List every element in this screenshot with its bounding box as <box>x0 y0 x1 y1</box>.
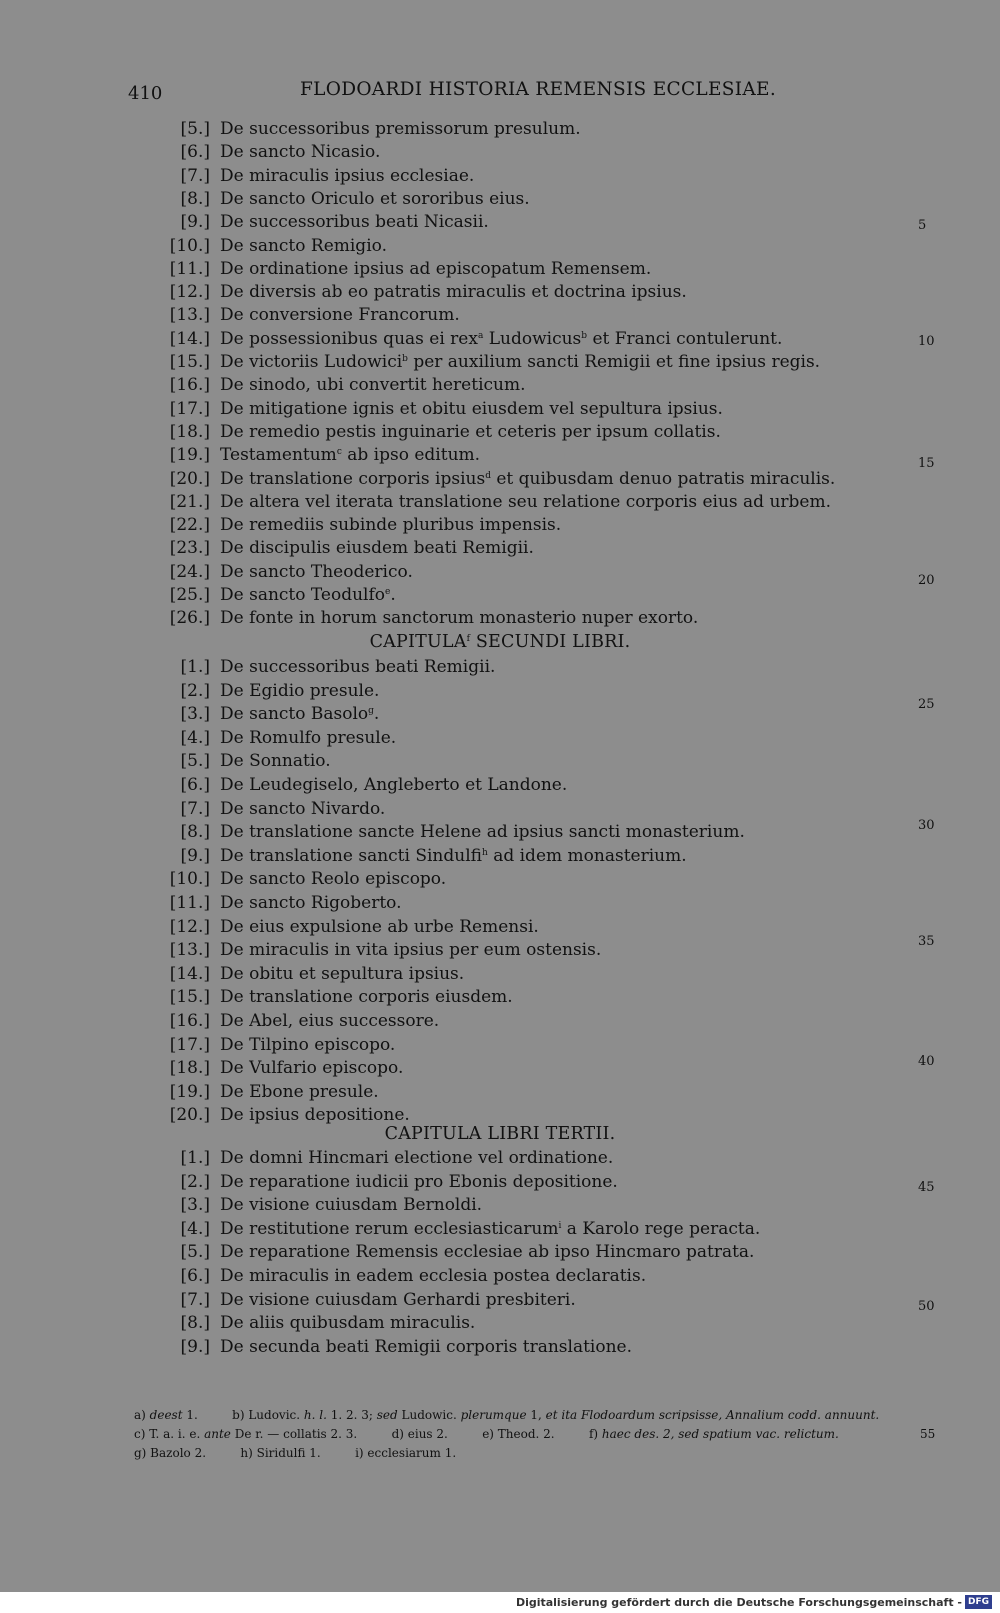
chapter-number: [8.] <box>180 1313 210 1334</box>
chapter-title <box>220 1011 439 1031</box>
chapter-title-text: De sancto Teodulfo <box>220 585 386 605</box>
chapter-title <box>220 1313 475 1333</box>
chapter-entry <box>0 399 1000 421</box>
chapter-number: [9.] <box>180 845 210 866</box>
chapter-title-text: De successoribus premissorum presulum. <box>220 119 581 139</box>
footnote-f-italic: haec des. 2, sed spatium vac. relictum. <box>601 1427 839 1441</box>
chapter-entry <box>0 987 1000 1009</box>
chapter-title-text: De fonte in horum sanctorum monasterio nuper exorto. <box>220 608 699 629</box>
chapter-entry <box>0 305 1000 327</box>
chapter-entry <box>0 212 1000 234</box>
chapter-title-text: De ipsius depositione. <box>220 1105 410 1126</box>
chapter-title <box>220 940 601 960</box>
chapter-entry <box>0 1337 1000 1359</box>
chapter-number: [8.] <box>180 188 210 209</box>
chapter-title <box>220 1242 754 1262</box>
chapter-number: [5.] <box>180 1242 210 1263</box>
chapter-entry <box>0 445 1000 467</box>
chapter-title-text: De sinodo, ubi convertit hereticum. <box>220 375 526 396</box>
chapter-title <box>220 917 539 937</box>
chapter-number: [10.] <box>169 869 210 890</box>
chapter-title-text: De discipulis eiusdem beati Remigii. <box>220 538 534 559</box>
chapter-number: [16.] <box>169 375 210 396</box>
running-title: FLODOARDI HISTORIA REMENSIS ECCLESIAE. <box>300 79 777 100</box>
chapter-entry <box>0 515 1000 537</box>
chapter-number: [9.] <box>180 212 210 233</box>
footnote-b: b) Ludovic. <box>232 1408 304 1422</box>
chapter-title <box>220 775 567 795</box>
chapter-title-text: De obitu et sepultura ipsius. <box>220 963 465 984</box>
footnote-marker: b <box>402 354 408 364</box>
chapter-title <box>220 681 379 701</box>
chapter-entry <box>0 492 1000 514</box>
footnote-marker: i <box>558 1220 562 1231</box>
chapter-title <box>220 822 745 842</box>
chapter-title <box>220 422 721 442</box>
chapter-number: [9.] <box>180 1336 210 1357</box>
chapter-title <box>220 469 835 489</box>
chapter-title <box>220 1082 379 1102</box>
chapter-number: [20.] <box>169 468 210 489</box>
chapter-title <box>220 846 687 866</box>
footnote-b-italic: h. l. <box>303 1408 327 1422</box>
chapter-entry <box>0 681 1000 703</box>
chapter-title-text: De translatione sancti Sindulfi <box>220 845 482 866</box>
line-number: 20 <box>918 573 935 588</box>
chapter-title <box>220 119 581 139</box>
chapter-number: [7.] <box>180 165 210 186</box>
chapter-entry <box>0 469 1000 491</box>
chapter-title <box>220 352 820 372</box>
chapter-entry <box>0 1082 1000 1104</box>
chapter-entry <box>0 940 1000 962</box>
footnote-f: f) <box>588 1427 602 1441</box>
chapter-title-text: De Abel, eius successore. <box>220 1011 440 1031</box>
footnote-line <box>134 1408 934 1427</box>
chapter-number: [15.] <box>169 987 210 1008</box>
footnote-c-rest: De r. — collatis 2. 3. <box>230 1427 358 1441</box>
chapter-number: [4.] <box>180 727 210 748</box>
chapter-title-text: De diversis ab eo patratis miraculis et doctrina ipsius. <box>220 282 687 303</box>
chapter-title-text: De ordinatione ipsius ad episcopatum Remensem. <box>220 258 652 279</box>
footnote-marker: a <box>477 330 484 341</box>
footnote-b-rest: 1. 2. 3; <box>326 1408 377 1422</box>
chapter-title-text: De Egidio presule. <box>220 680 380 701</box>
line-number: 5 <box>918 218 927 233</box>
chapter-title <box>220 1058 403 1078</box>
chapter-title-text: De sancto Rigoberto. <box>220 893 402 913</box>
chapter-title-text: De sancto Nicasio. <box>220 142 381 163</box>
chapter-number: [7.] <box>180 798 210 819</box>
footnote-marker: h <box>482 847 488 858</box>
chapter-title-text: a Karolo rege peracta. <box>561 1218 761 1239</box>
chapter-title-text: De successoribus beati Nicasii. <box>220 212 489 233</box>
chapter-title <box>220 585 396 605</box>
chapter-number: [10.] <box>169 235 210 256</box>
footnote-line <box>134 1446 934 1465</box>
footnote-marker: c <box>336 447 342 458</box>
chapter-number: [7.] <box>180 1289 210 1310</box>
chapter-entry <box>0 422 1000 444</box>
chapter-title-text: De miraculis in eadem ecclesia postea declaratis. <box>220 1266 647 1286</box>
chapter-entry <box>0 1242 1000 1264</box>
chapter-number: [23.] <box>169 538 210 559</box>
chapter-title-text: De Leudegiselo, Angleberto et Landone. <box>220 775 568 795</box>
chapter-number: [20.] <box>169 1105 210 1126</box>
chapter-entry <box>0 608 1000 630</box>
chapter-number: [26.] <box>169 608 210 629</box>
chapter-number: [17.] <box>169 398 210 419</box>
chapter-title <box>220 492 831 512</box>
chapter-entry <box>0 538 1000 560</box>
book2-heading-text2: SECUNDI LIBRI. <box>470 632 631 652</box>
chapter-number: [15.] <box>169 352 210 372</box>
chapter-title-text: Testamentum <box>220 445 337 466</box>
chapter-entry <box>0 799 1000 821</box>
chapter-number: [6.] <box>180 142 210 163</box>
footnote-a-rest: 1. <box>182 1408 198 1422</box>
chapter-entry <box>0 869 1000 891</box>
chapter-title-text: De Romulfo presule. <box>220 727 397 748</box>
chapter-number: [16.] <box>169 1011 210 1031</box>
chapter-title-text: De restitutione rerum ecclesiasticarum <box>220 1218 559 1239</box>
chapter-entry <box>0 119 1000 141</box>
chapter-number: [22.] <box>169 515 210 536</box>
chapter-entry <box>0 1219 1000 1241</box>
page-number: 410 <box>128 83 163 104</box>
chapter-entry <box>0 822 1000 844</box>
chapter-title-text: Ludowicus <box>483 328 582 349</box>
chapter-entry <box>0 562 1000 584</box>
chapter-title-text: . <box>373 704 380 725</box>
chapter-entry <box>0 917 1000 939</box>
chapter-title <box>220 1105 410 1125</box>
chapter-number: [1.] <box>180 657 210 677</box>
chapter-entry <box>0 728 1000 750</box>
footnote-h: h) Siridulfi 1. <box>240 1446 321 1460</box>
chapter-title <box>220 142 380 162</box>
footnote-c: c) T. a. i. e. <box>134 1427 205 1441</box>
chapter-title <box>220 562 413 582</box>
footnote-marker: g <box>368 706 374 717</box>
footnote-marker: b <box>581 330 588 341</box>
chapter-title-text: De Tilpino episcopo. <box>220 1034 396 1055</box>
chapter-entry <box>0 329 1000 351</box>
chapter-entry <box>0 1058 1000 1080</box>
chapter-number: [12.] <box>169 282 210 303</box>
book2-heading-text: CAPITULA <box>369 632 467 652</box>
chapter-entry <box>0 1290 1000 1312</box>
footnote-i: i) ecclesiarum 1. <box>355 1446 457 1460</box>
chapter-number: [5.] <box>180 751 210 772</box>
chapter-title-text: per auxilium sancti Remigii et fine ipsius regis. <box>407 352 821 372</box>
chapter-entry <box>0 166 1000 188</box>
chapter-title-text: De visione cuiusdam Gerhardi presbiteri. <box>220 1289 576 1310</box>
chapter-title-text: De sancto Reolo episcopo. <box>220 869 447 890</box>
chapter-title-text: De successoribus beati Remigii. <box>220 657 496 677</box>
chapter-title <box>220 869 446 889</box>
chapter-number: [19.] <box>169 445 210 466</box>
chapter-entry <box>0 585 1000 607</box>
chapter-entry <box>0 1011 1000 1033</box>
chapter-number: [13.] <box>169 305 210 326</box>
chapter-title <box>220 329 782 349</box>
chapter-title <box>220 445 480 465</box>
footnote-d: d) eius 2. <box>391 1427 448 1441</box>
chapter-title-text: De visione cuiusdam Bernoldi. <box>220 1195 483 1216</box>
footnote-a-italic: deest <box>149 1408 183 1422</box>
chapter-number: [25.] <box>169 585 210 605</box>
book2-heading-note: f <box>466 634 471 644</box>
chapter-title <box>220 1195 482 1215</box>
chapter-title-text: De victoriis Ludowici <box>220 352 403 372</box>
chapter-title <box>220 375 526 395</box>
footnote-b-italic: sed <box>376 1408 398 1422</box>
chapter-entry <box>0 751 1000 773</box>
chapter-title <box>220 799 385 819</box>
chapter-title-text: De reparatione Remensis ecclesiae ab ipso Hincmaro patrata. <box>220 1242 755 1263</box>
chapter-number: [5.] <box>180 119 210 139</box>
chapter-title-text: De translatione corporis ipsius <box>220 468 486 489</box>
chapter-title-text: De secunda beati Remigii corporis translatione. <box>220 1336 632 1357</box>
chapter-entry <box>0 775 1000 797</box>
chapter-title-text: De translatione sancte Helene ad ipsius sancti monasterium. <box>220 822 745 843</box>
chapter-title <box>220 399 723 419</box>
chapter-title <box>220 212 489 232</box>
chapter-number: [18.] <box>169 421 210 442</box>
chapter-number: [1.] <box>180 1148 210 1168</box>
chapter-title <box>220 1035 395 1055</box>
chapter-title-text: . <box>390 585 396 605</box>
footer-bar <box>0 1592 1000 1613</box>
chapter-title <box>220 282 687 302</box>
chapter-entry <box>0 657 1000 679</box>
chapter-entry <box>0 893 1000 915</box>
chapter-title <box>220 189 530 209</box>
line-number: 30 <box>918 818 935 833</box>
chapter-number: [11.] <box>169 258 210 279</box>
footnote-marker: e <box>385 587 391 597</box>
chapter-title-text: De remediis subinde pluribus impensis. <box>220 515 562 536</box>
chapter-title-text: De Sonnatio. <box>220 751 331 772</box>
line-number: 45 <box>918 1180 935 1195</box>
chapter-number: [18.] <box>169 1058 210 1079</box>
chapter-entry <box>0 1313 1000 1335</box>
chapter-title <box>220 893 402 913</box>
chapter-entry <box>0 704 1000 726</box>
chapter-title <box>220 751 331 771</box>
chapter-title <box>220 987 513 1007</box>
chapter-entry <box>0 142 1000 164</box>
chapter-title <box>220 236 387 256</box>
chapter-title-text: De remedio pestis inguinarie et ceteris per ipsum collatis. <box>220 421 721 442</box>
line-number: 10 <box>918 334 935 349</box>
chapter-number: [19.] <box>169 1081 210 1102</box>
book3-heading: CAPITULA LIBRI TERTII. <box>384 1124 616 1144</box>
footnote-e: e) Theod. 2. <box>482 1427 555 1441</box>
chapter-number: [2.] <box>180 1171 210 1192</box>
chapter-title <box>220 515 561 535</box>
line-number: 55 <box>920 1427 936 1441</box>
chapter-title <box>220 608 698 628</box>
footnote-marker: d <box>485 470 491 481</box>
chapter-entry <box>0 282 1000 304</box>
chapter-title <box>220 1266 646 1286</box>
chapter-number: [24.] <box>169 561 210 582</box>
chapter-title-text: De sancto Basolo <box>220 704 369 725</box>
line-number: 35 <box>918 934 935 949</box>
chapter-title <box>220 538 534 558</box>
chapter-title-text: De sancto Nivardo. <box>220 798 386 819</box>
chapter-title-text: ad idem monasterium. <box>487 845 687 866</box>
line-number: 40 <box>918 1054 935 1069</box>
chapter-title-text: De aliis quibusdam miraculis. <box>220 1313 476 1334</box>
chapter-title <box>220 964 464 984</box>
chapter-title <box>220 1290 576 1310</box>
chapter-number: [6.] <box>180 1266 210 1286</box>
chapter-entry <box>0 1195 1000 1217</box>
chapter-number: [6.] <box>180 775 210 795</box>
chapter-entry <box>0 259 1000 281</box>
footnotes <box>134 1408 934 1465</box>
chapter-number: [3.] <box>180 1195 210 1216</box>
chapter-title <box>220 1148 613 1168</box>
chapter-title-text: De altera vel iterata translatione seu relatione corporis eius ad urbem. <box>220 491 831 512</box>
chapter-entry <box>0 375 1000 397</box>
chapter-title-text: De reparatione iudicii pro Ebonis depositione. <box>220 1171 618 1192</box>
chapter-number: [14.] <box>169 328 210 349</box>
chapter-title-text: De sancto Theoderico. <box>220 561 413 582</box>
chapter-number: [21.] <box>169 491 210 512</box>
book2-heading <box>0 632 1000 652</box>
chapter-entry <box>0 964 1000 986</box>
chapter-entry <box>0 1148 1000 1170</box>
chapter-entry <box>0 352 1000 374</box>
chapter-title <box>220 166 474 186</box>
chapter-number: [4.] <box>180 1218 210 1239</box>
chapter-title-text: De sancto Oriculo et sororibus eius. <box>220 188 530 209</box>
chapter-title-text: De Ebone presule. <box>220 1081 379 1102</box>
chapter-entry <box>0 1035 1000 1057</box>
chapter-title-text: De mitigatione ignis et obitu eiusdem vel sepultura ipsius. <box>220 398 723 419</box>
footnote-c-italic: ante <box>204 1427 231 1441</box>
chapter-title-text: et Franci contulerunt. <box>587 328 783 349</box>
chapter-title-text: De eius expulsione ab urbe Remensi. <box>220 916 539 937</box>
chapter-number: [2.] <box>180 680 210 701</box>
chapter-title <box>220 704 379 724</box>
chapter-number: [17.] <box>169 1034 210 1055</box>
chapter-number: [3.] <box>180 704 210 725</box>
line-number: 25 <box>918 697 935 712</box>
chapter-title-text: De conversione Francorum. <box>220 305 460 326</box>
footer-credit: Digitalisierung gefördert durch die Deutsche Forschungsgemeinschaft - <box>515 1596 962 1609</box>
chapter-title-text: De possessionibus quas ei rex <box>220 328 478 349</box>
footnote-g: g) Bazolo 2. <box>134 1446 207 1460</box>
chapter-number: [8.] <box>180 822 210 843</box>
chapter-number: [13.] <box>169 940 210 961</box>
chapter-number: [11.] <box>169 893 210 913</box>
chapter-title <box>220 1337 632 1357</box>
chapter-title <box>220 1172 618 1192</box>
footnote-a: a) <box>134 1408 150 1422</box>
chapter-entry <box>0 1172 1000 1194</box>
chapter-title <box>220 657 495 677</box>
chapter-title-text: De miraculis ipsius ecclesiae. <box>220 165 475 186</box>
chapter-number: [14.] <box>169 963 210 984</box>
chapter-title-text: De Vulfario episcopo. <box>220 1058 404 1079</box>
chapter-title <box>220 1219 760 1239</box>
chapter-title-text: De translatione corporis eiusdem. <box>220 987 513 1008</box>
chapter-entry <box>0 846 1000 868</box>
chapter-number: [12.] <box>169 916 210 937</box>
chapter-title-text: et quibusdam denuo patratis miraculis. <box>490 468 836 489</box>
chapter-title-text: ab ipso editum. <box>341 445 481 466</box>
line-number: 50 <box>918 1299 935 1314</box>
chapter-entry <box>0 189 1000 211</box>
footnote-b-rest: 1, <box>526 1408 546 1422</box>
line-number: 15 <box>918 456 935 471</box>
footnote-b-italic: plerumque <box>460 1408 527 1422</box>
chapter-entry <box>0 1266 1000 1288</box>
footnote-line <box>134 1427 934 1446</box>
dfg-logo: DFG <box>965 1595 992 1609</box>
chapter-title <box>220 259 651 279</box>
chapter-title <box>220 728 396 748</box>
chapter-title-text: De sancto Remigio. <box>220 235 387 256</box>
footnote-b-italic: et ita Flodoardum scripsisse, Annalium codd. annuunt. <box>545 1408 880 1422</box>
chapter-title-text: De miraculis in vita ipsius per eum ostensis. <box>220 940 602 961</box>
chapter-title-text: De domni Hincmari electione vel ordinatione. <box>220 1148 614 1168</box>
footnote-b-rest: Ludowic. <box>397 1408 461 1422</box>
chapter-entry <box>0 236 1000 258</box>
chapter-title <box>220 305 460 325</box>
